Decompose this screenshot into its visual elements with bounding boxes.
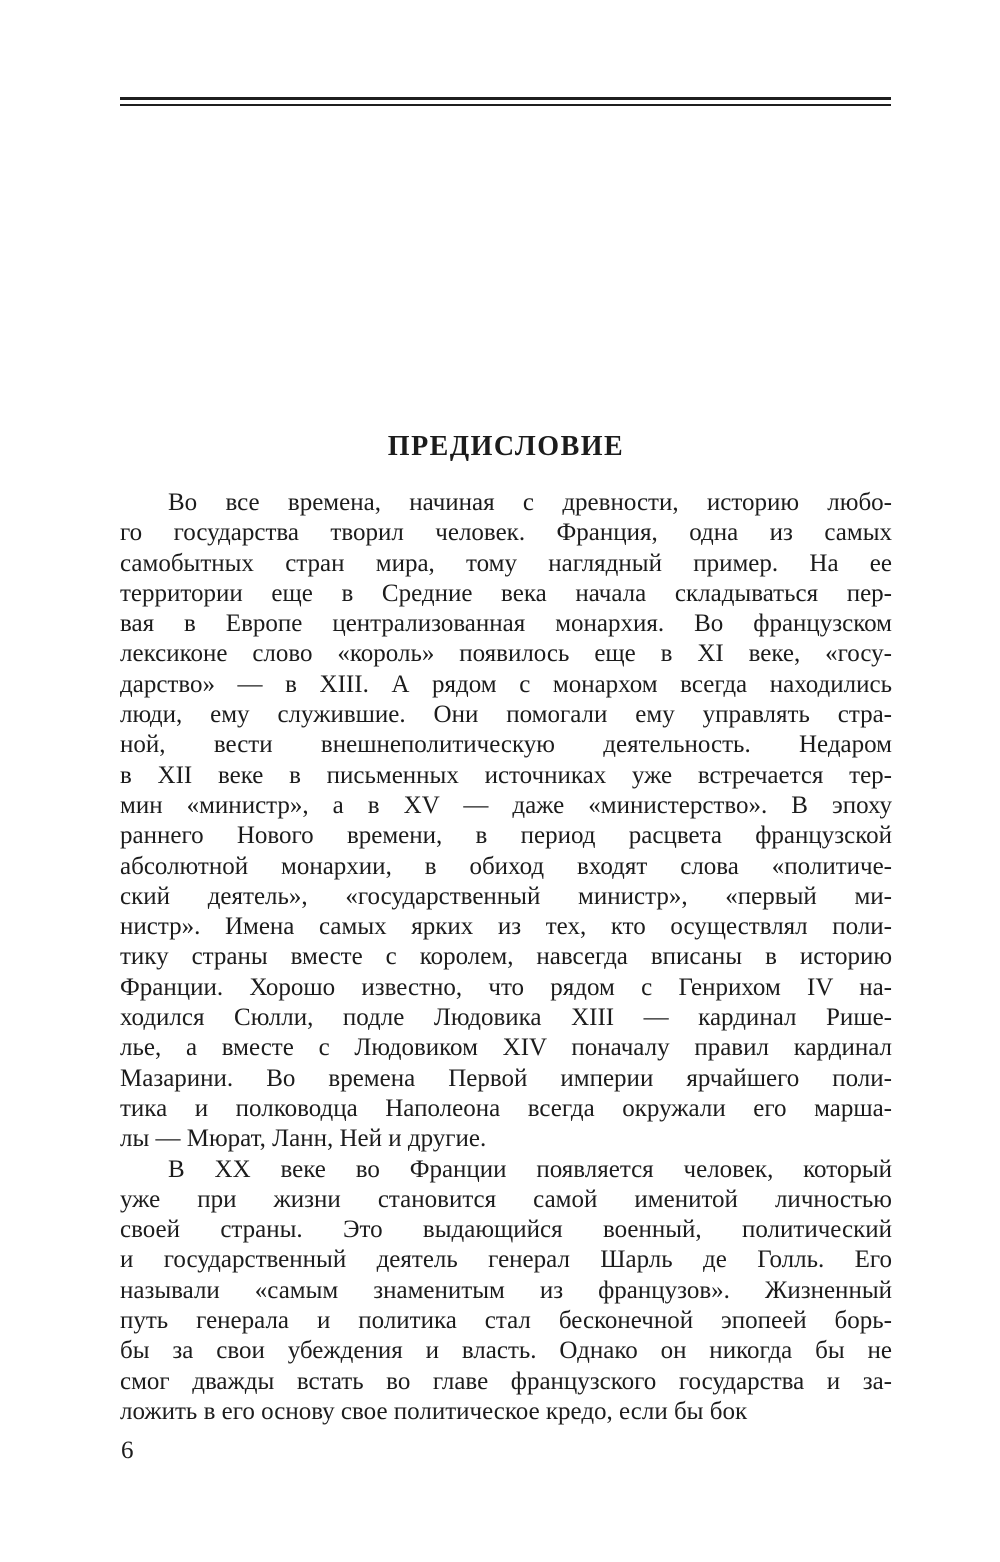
text-line: раннего Нового времени, в период расцвета французской [120, 822, 892, 850]
text-line: в XII веке в письменных источниках уже встречается тер- [120, 761, 892, 789]
text-line: тика и полководца Наполеона всегда окружали его марша- [120, 1094, 892, 1122]
text-line: мин «министр», а в XV — даже «министерство». В эпоху [120, 791, 892, 819]
header-double-rule [120, 97, 891, 106]
paragraph [120, 1155, 892, 1428]
text-line: люди, ему служившие. Они помогали ему управлять стра- [120, 701, 892, 729]
text-line: Во все времена, начиная с древности, историю любо- [168, 489, 892, 516]
paragraph [120, 488, 892, 1155]
text-line: смог дважды встать во главе французского государства и за- [120, 1367, 892, 1395]
text-line: путь генерала и политика стал бесконечной эпопеей борь- [120, 1307, 892, 1335]
text-line: ходился Сюлли, подле Людовика XIII — кардинал Рише- [120, 1004, 892, 1032]
text-line: лье, а вместе с Людовиком XIV поначалу правил кардинал [120, 1034, 892, 1062]
text-line: территории еще в Средние века начала складываться пер- [120, 579, 892, 607]
text-line: вая в Европе централизованная монархия. Во французском [120, 610, 892, 638]
text-line: В XX веке во Франции появляется человек, который [168, 1155, 892, 1183]
text-line: лы — Мюрат, Ланн, Ней и другие. [120, 1125, 487, 1153]
text-line: дарство» — в XIII. А рядом с монархом всегда находились [120, 670, 892, 698]
text-line: называли «самым знаменитым из французов». Жизненный [120, 1276, 892, 1304]
text-line: и государственный деятель генерал Шарль де Голль. Его [120, 1246, 892, 1274]
text-line: го государства творил человек. Франция, одна из самых [120, 519, 892, 547]
text-line: уже при жизни становится самой именитой личностью [120, 1185, 892, 1213]
text-line: своей страны. Это выдающийся военный, политический [120, 1216, 892, 1244]
text-line: тику страны вместе с королем, навсегда вписаны в историю [120, 943, 892, 971]
page-number: 6 [121, 1437, 134, 1464]
text-line: ский деятель», «государственный министр», «первый ми- [120, 882, 892, 910]
text-line: Франции. Хорошо известно, что рядом с Генрихом IV на- [120, 973, 892, 1001]
text-line: Мазарини. Во времена Первой империи ярчайшего поли- [120, 1064, 892, 1092]
text-line: ложить в его основу свое политическое кредо, если бы бок [120, 1397, 748, 1425]
body-text [120, 488, 892, 1427]
text-line: самобытных стран мира, тому наглядный пример. На ее [120, 549, 892, 577]
text-line: лексиконе слово «король» появилось еще в XI веке, «госу- [120, 640, 892, 668]
text-line: нистр». Имена самых ярких из тех, кто осуществлял поли- [120, 913, 892, 941]
chapter-heading: ПРЕДИСЛОВИЕ [387, 431, 625, 462]
text-line: бы за свои убеждения и власть. Однако он никогда бы не [120, 1337, 892, 1365]
text-line: ной, вести внешнеполитическую деятельность. Недаром [120, 731, 892, 759]
text-line: абсолютной монархии, в обиход входят слова «политиче- [120, 852, 892, 880]
